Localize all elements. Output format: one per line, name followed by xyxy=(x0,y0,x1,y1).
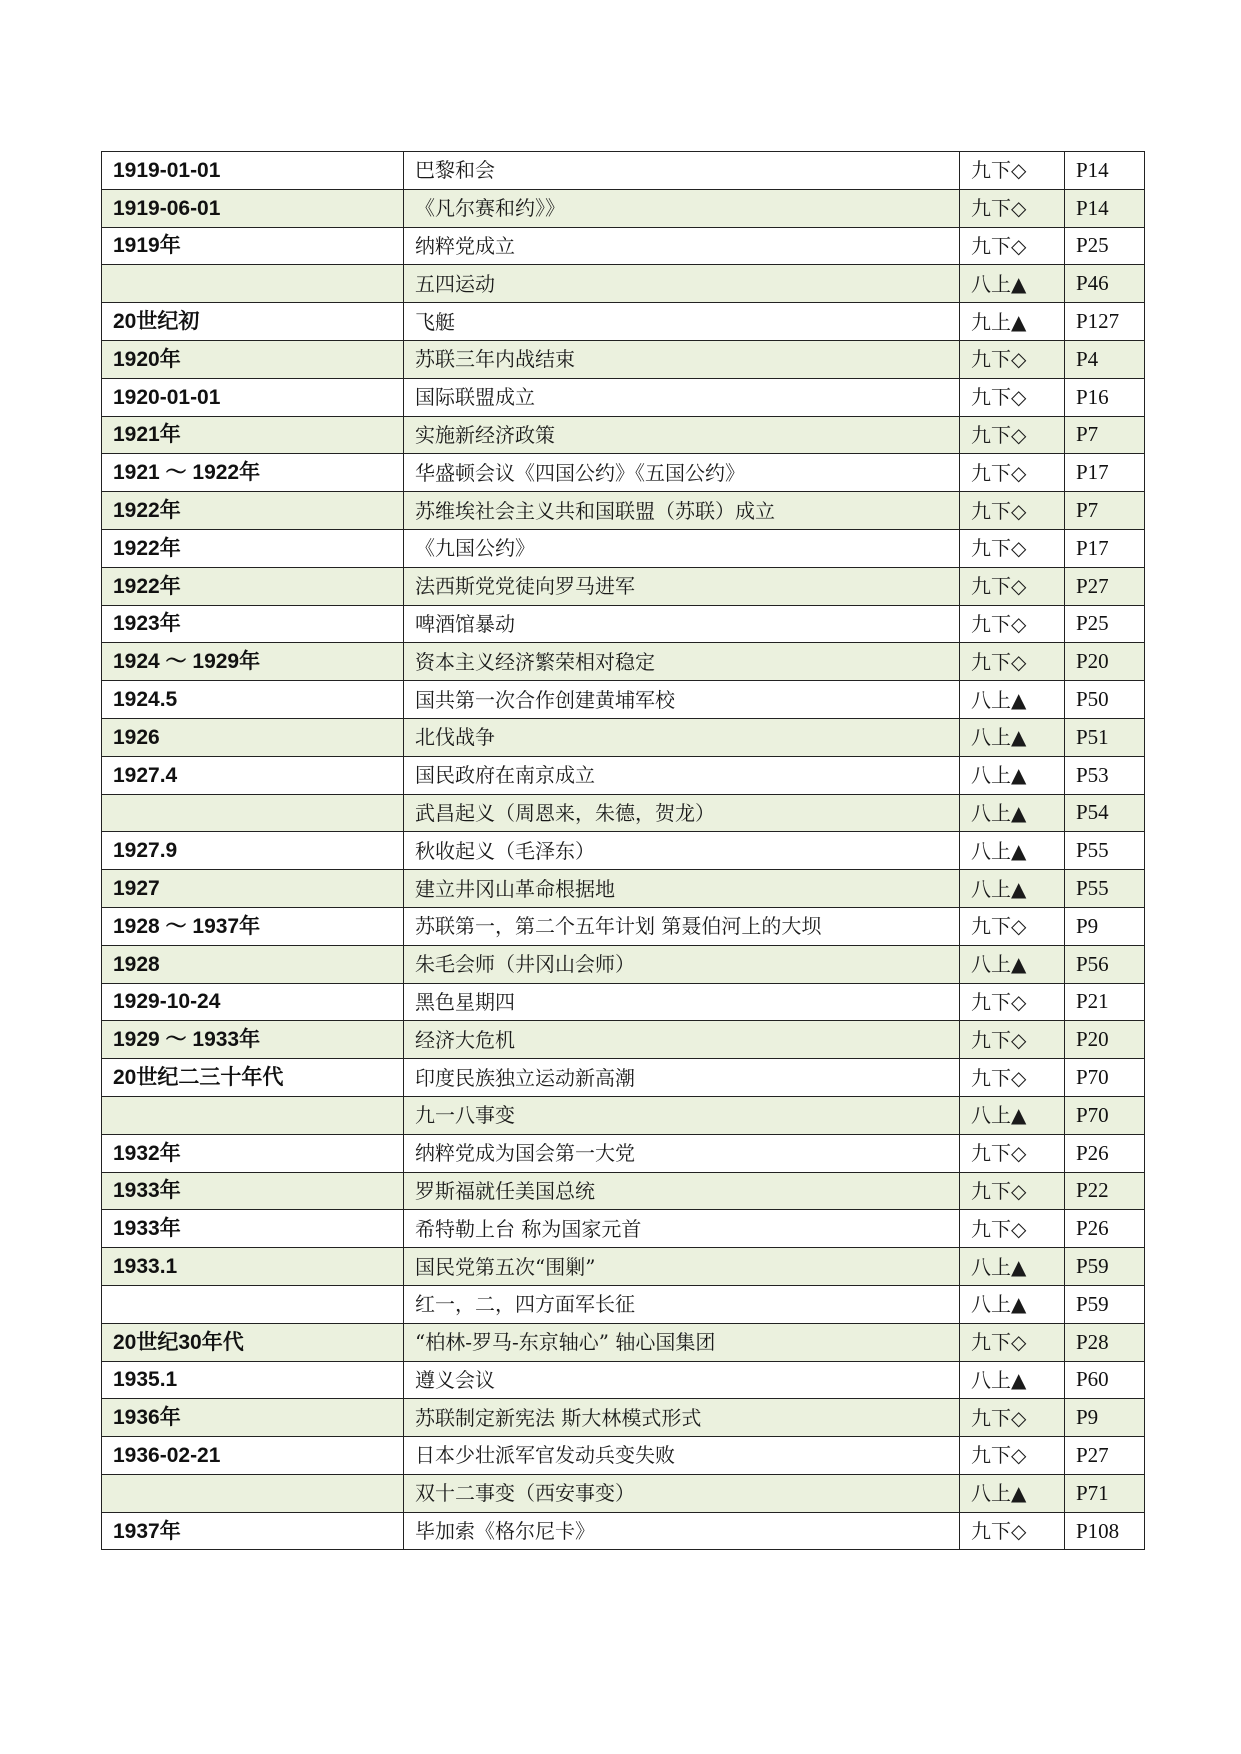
cell-date xyxy=(102,794,404,832)
cell-grade: 九下◇ xyxy=(960,1210,1065,1248)
cell-grade: 八上▲ xyxy=(960,1096,1065,1134)
table-row xyxy=(102,1134,1145,1172)
cell-event: 朱毛会师（井冈山会师） xyxy=(404,945,960,983)
cell-event: 国民政府在南京成立 xyxy=(404,756,960,794)
table-row xyxy=(102,567,1145,605)
cell-page: P20 xyxy=(1065,643,1145,681)
cell-page: P70 xyxy=(1065,1059,1145,1097)
cell-date xyxy=(102,265,404,303)
cell-page: P4 xyxy=(1065,340,1145,378)
cell-event: 纳粹党成立 xyxy=(404,227,960,265)
table-row xyxy=(102,1248,1145,1286)
cell-page: P21 xyxy=(1065,983,1145,1021)
cell-page: P17 xyxy=(1065,529,1145,567)
table-row xyxy=(102,983,1145,1021)
table-row xyxy=(102,756,1145,794)
cell-event: 苏维埃社会主义共和国联盟（苏联）成立 xyxy=(404,492,960,530)
table-row xyxy=(102,945,1145,983)
cell-event: 毕加索《格尔尼卡》 xyxy=(404,1512,960,1550)
cell-event: 武昌起义（周恩来，朱德，贺龙） xyxy=(404,794,960,832)
cell-date: 1927.4 xyxy=(102,756,404,794)
table-row xyxy=(102,303,1145,341)
cell-date: 1929 ～ 1933年 xyxy=(102,1021,404,1059)
cell-grade: 九下◇ xyxy=(960,983,1065,1021)
cell-grade: 八上▲ xyxy=(960,265,1065,303)
cell-page: P20 xyxy=(1065,1021,1145,1059)
cell-event: 国共第一次合作创建黄埔军校 xyxy=(404,681,960,719)
cell-event: 遵义会议 xyxy=(404,1361,960,1399)
cell-page: P70 xyxy=(1065,1096,1145,1134)
cell-page: P59 xyxy=(1065,1248,1145,1286)
cell-page: P25 xyxy=(1065,605,1145,643)
table-row xyxy=(102,794,1145,832)
timeline-table-body xyxy=(102,152,1145,1550)
cell-page: P26 xyxy=(1065,1134,1145,1172)
cell-event: 国际联盟成立 xyxy=(404,378,960,416)
cell-date: 20世纪初 xyxy=(102,303,404,341)
table-row xyxy=(102,907,1145,945)
cell-grade: 九下◇ xyxy=(960,907,1065,945)
table-row xyxy=(102,1172,1145,1210)
cell-grade: 九下◇ xyxy=(960,567,1065,605)
cell-date: 1935.1 xyxy=(102,1361,404,1399)
cell-page: P127 xyxy=(1065,303,1145,341)
table-row xyxy=(102,681,1145,719)
cell-page: P53 xyxy=(1065,756,1145,794)
table-row xyxy=(102,643,1145,681)
cell-date: 1920年 xyxy=(102,340,404,378)
cell-page: P108 xyxy=(1065,1512,1145,1550)
cell-event: 五四运动 xyxy=(404,265,960,303)
cell-grade: 九下◇ xyxy=(960,492,1065,530)
cell-page: P55 xyxy=(1065,832,1145,870)
table-row xyxy=(102,492,1145,530)
cell-date: 1921 ～ 1922年 xyxy=(102,454,404,492)
cell-date: 1933年 xyxy=(102,1210,404,1248)
cell-page: P27 xyxy=(1065,567,1145,605)
cell-page: P7 xyxy=(1065,416,1145,454)
cell-date: 1924.5 xyxy=(102,681,404,719)
cell-event: 双十二事变（西安事变） xyxy=(404,1474,960,1512)
cell-date: 1937年 xyxy=(102,1512,404,1550)
cell-date: 1929-10-24 xyxy=(102,983,404,1021)
cell-event: 华盛顿会议《四国公约》《五国公约》 xyxy=(404,454,960,492)
table-row xyxy=(102,454,1145,492)
cell-event: 秋收起义（毛泽东） xyxy=(404,832,960,870)
cell-grade: 九下◇ xyxy=(960,1021,1065,1059)
cell-grade: 九下◇ xyxy=(960,1437,1065,1475)
cell-date: 1919-06-01 xyxy=(102,189,404,227)
cell-event: 国民党第五次“围剿” xyxy=(404,1248,960,1286)
cell-grade: 八上▲ xyxy=(960,832,1065,870)
cell-grade: 九下◇ xyxy=(960,227,1065,265)
cell-date: 1919-01-01 xyxy=(102,152,404,190)
cell-date: 1927 xyxy=(102,870,404,908)
cell-page: P59 xyxy=(1065,1285,1145,1323)
cell-page: P14 xyxy=(1065,189,1145,227)
cell-page: P7 xyxy=(1065,492,1145,530)
cell-date: 1920-01-01 xyxy=(102,378,404,416)
cell-date: 1922年 xyxy=(102,529,404,567)
table-row xyxy=(102,152,1145,190)
cell-grade: 八上▲ xyxy=(960,1285,1065,1323)
cell-grade: 八上▲ xyxy=(960,870,1065,908)
cell-date: 1922年 xyxy=(102,567,404,605)
cell-page: P17 xyxy=(1065,454,1145,492)
table-row xyxy=(102,1512,1145,1550)
cell-page: P22 xyxy=(1065,1172,1145,1210)
cell-date: 1936-02-21 xyxy=(102,1437,404,1475)
cell-event: “柏林-罗马-东京轴心” 轴心国集团 xyxy=(404,1323,960,1361)
cell-page: P27 xyxy=(1065,1437,1145,1475)
cell-event: 《凡尔赛和约》》 xyxy=(404,189,960,227)
cell-date: 1923年 xyxy=(102,605,404,643)
table-row xyxy=(102,189,1145,227)
cell-grade: 九下◇ xyxy=(960,1399,1065,1437)
table-row xyxy=(102,529,1145,567)
cell-page: P56 xyxy=(1065,945,1145,983)
cell-grade: 八上▲ xyxy=(960,945,1065,983)
cell-event: 啤酒馆暴动 xyxy=(404,605,960,643)
cell-grade: 九下◇ xyxy=(960,1172,1065,1210)
cell-date: 1928 xyxy=(102,945,404,983)
cell-event: 经济大危机 xyxy=(404,1021,960,1059)
table-row xyxy=(102,1399,1145,1437)
cell-date: 1921年 xyxy=(102,416,404,454)
cell-page: P51 xyxy=(1065,718,1145,756)
cell-grade: 九下◇ xyxy=(960,152,1065,190)
cell-event: 苏联制定新宪法 斯大林模式形式 xyxy=(404,1399,960,1437)
cell-date: 1919年 xyxy=(102,227,404,265)
cell-grade: 八上▲ xyxy=(960,681,1065,719)
cell-grade: 九下◇ xyxy=(960,340,1065,378)
cell-date xyxy=(102,1096,404,1134)
cell-event: 法西斯党党徒向罗马进军 xyxy=(404,567,960,605)
cell-grade: 九下◇ xyxy=(960,416,1065,454)
table-row xyxy=(102,1323,1145,1361)
cell-date: 1932年 xyxy=(102,1134,404,1172)
table-row xyxy=(102,718,1145,756)
cell-grade: 八上▲ xyxy=(960,794,1065,832)
cell-grade: 九下◇ xyxy=(960,1134,1065,1172)
cell-event: 希特勒上台 称为国家元首 xyxy=(404,1210,960,1248)
table-row xyxy=(102,1210,1145,1248)
cell-page: P14 xyxy=(1065,152,1145,190)
cell-event: 《九国公约》 xyxy=(404,529,960,567)
table-row xyxy=(102,265,1145,303)
cell-event: 苏联三年内战结束 xyxy=(404,340,960,378)
cell-event: 资本主义经济繁荣相对稳定 xyxy=(404,643,960,681)
cell-page: P26 xyxy=(1065,1210,1145,1248)
timeline-table-container xyxy=(101,151,1144,1550)
cell-grade: 八上▲ xyxy=(960,1361,1065,1399)
cell-grade: 九下◇ xyxy=(960,605,1065,643)
cell-event: 实施新经济政策 xyxy=(404,416,960,454)
cell-date: 1936年 xyxy=(102,1399,404,1437)
cell-event: 印度民族独立运动新高潮 xyxy=(404,1059,960,1097)
cell-grade: 九下◇ xyxy=(960,643,1065,681)
cell-page: P25 xyxy=(1065,227,1145,265)
cell-event: 飞艇 xyxy=(404,303,960,341)
cell-page: P9 xyxy=(1065,907,1145,945)
cell-event: 九一八事变 xyxy=(404,1096,960,1134)
cell-date: 1933年 xyxy=(102,1172,404,1210)
table-row xyxy=(102,1437,1145,1475)
table-row xyxy=(102,1361,1145,1399)
cell-grade: 九下◇ xyxy=(960,1512,1065,1550)
table-row xyxy=(102,832,1145,870)
table-row xyxy=(102,416,1145,454)
cell-grade: 八上▲ xyxy=(960,1248,1065,1286)
table-row xyxy=(102,1096,1145,1134)
table-row xyxy=(102,1021,1145,1059)
cell-event: 巴黎和会 xyxy=(404,152,960,190)
cell-page: P16 xyxy=(1065,378,1145,416)
cell-date: 20世纪30年代 xyxy=(102,1323,404,1361)
cell-page: P46 xyxy=(1065,265,1145,303)
cell-grade: 九下◇ xyxy=(960,454,1065,492)
table-row xyxy=(102,605,1145,643)
cell-event: 罗斯福就任美国总统 xyxy=(404,1172,960,1210)
cell-date: 1922年 xyxy=(102,492,404,530)
table-row xyxy=(102,227,1145,265)
table-row xyxy=(102,1285,1145,1323)
table-row xyxy=(102,378,1145,416)
cell-event: 日本少壮派军官发动兵变失败 xyxy=(404,1437,960,1475)
table-row xyxy=(102,1059,1145,1097)
cell-grade: 八上▲ xyxy=(960,1474,1065,1512)
cell-date xyxy=(102,1285,404,1323)
table-row xyxy=(102,1474,1145,1512)
cell-page: P9 xyxy=(1065,1399,1145,1437)
cell-page: P50 xyxy=(1065,681,1145,719)
cell-date: 1928 ～ 1937年 xyxy=(102,907,404,945)
cell-date: 20世纪二三十年代 xyxy=(102,1059,404,1097)
cell-page: P28 xyxy=(1065,1323,1145,1361)
cell-grade: 九下◇ xyxy=(960,1059,1065,1097)
cell-grade: 九下◇ xyxy=(960,529,1065,567)
cell-date xyxy=(102,1474,404,1512)
cell-page: P71 xyxy=(1065,1474,1145,1512)
cell-grade: 九下◇ xyxy=(960,378,1065,416)
cell-date: 1933.1 xyxy=(102,1248,404,1286)
cell-page: P54 xyxy=(1065,794,1145,832)
cell-event: 北伐战争 xyxy=(404,718,960,756)
cell-date: 1926 xyxy=(102,718,404,756)
cell-event: 纳粹党成为国会第一大党 xyxy=(404,1134,960,1172)
cell-grade: 九上▲ xyxy=(960,303,1065,341)
table-row xyxy=(102,340,1145,378)
cell-grade: 八上▲ xyxy=(960,718,1065,756)
table-row xyxy=(102,870,1145,908)
cell-page: P60 xyxy=(1065,1361,1145,1399)
cell-date: 1924 ～ 1929年 xyxy=(102,643,404,681)
cell-event: 苏联第一，第二个五年计划 第聂伯河上的大坝 xyxy=(404,907,960,945)
cell-date: 1927.9 xyxy=(102,832,404,870)
cell-page: P55 xyxy=(1065,870,1145,908)
cell-grade: 九下◇ xyxy=(960,189,1065,227)
cell-grade: 九下◇ xyxy=(960,1323,1065,1361)
timeline-table xyxy=(101,151,1145,1550)
cell-event: 红一，二，四方面军长征 xyxy=(404,1285,960,1323)
cell-event: 建立井冈山革命根据地 xyxy=(404,870,960,908)
cell-grade: 八上▲ xyxy=(960,756,1065,794)
cell-event: 黑色星期四 xyxy=(404,983,960,1021)
